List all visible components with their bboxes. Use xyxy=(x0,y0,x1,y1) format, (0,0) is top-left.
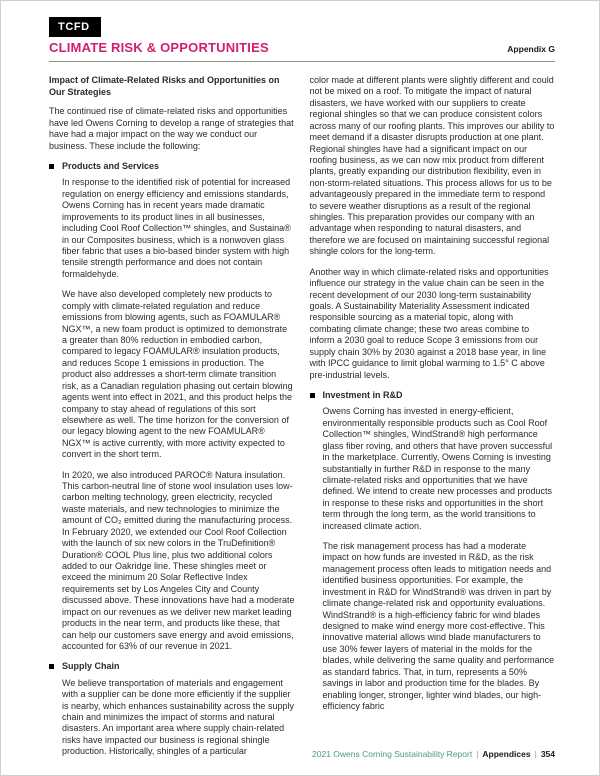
products-services-body xyxy=(62,177,295,652)
bullet-products-services xyxy=(49,161,295,172)
page-title: CLIMATE RISK & OPPORTUNITIES xyxy=(49,40,269,55)
footer-separator: | xyxy=(534,749,537,759)
footer-page-number: 354 xyxy=(540,749,555,759)
paragraph: The risk management process has had a moderate impact on how funds are invested in R&D, as the risk management process often leads to mitigation needs and identified business opportunities. For example, the investment in R&D for WindStrand® was driven in part by climate change-related risk and opportunity evaluations. WindStrand® is a high-efficiency fabric for wind blades designed to make wind energy more cost-effective. This innovative material allows wind blade manufacturers to use 30% fewer layers of material in the molds for the blades, while delivering the same quality and performance as standard fabrics. That, in turn, represents a 50% savings in labor and production time for the blades. By enabling longer, stronger, lighter wind blades, our high-efficiency fabric xyxy=(322,541,555,711)
paragraph: In response to the identified risk of potential for increased regulation on energy efficiency and emissions standards, Owens Corning has in recent years made dramatic improvements to its product lines in all businesses, including Cool Roof Collection™ shingles, and Sustaina® in our Composites business, which is a nonwoven glass fiber fabric that uses a bio-based binder system with high tensile strength performance and does not contain formaldehyde. xyxy=(62,177,291,279)
footer-report-title: 2021 Owens Corning Sustainability Report xyxy=(312,749,473,759)
right-column xyxy=(310,75,556,767)
footer-separator: | xyxy=(476,749,479,759)
footer-section-label: Appendices xyxy=(482,749,531,759)
bullet-title: Supply Chain xyxy=(62,661,120,672)
tcfd-tag: TCFD xyxy=(49,17,101,37)
paragraph: Another way in which climate-related risks and opportunities influence our strategy in the value chain can be seen in the recent development of our 2030 long-term sustainability goals. A Sustainability Materiality Assessment indicated responsible sourcing as a material topic, along with combating climate change; these two areas combine to inform a 2030 goal to reduce Scope 3 emissions from our supply chain 30% by 2030 against a 2018 base year, in line with IPCC guidance to limit global warming to 1.5° C above pre-industrial levels. xyxy=(309,266,549,380)
square-bullet-icon xyxy=(310,393,315,398)
section-heading: Impact of Climate-Related Risks and Opportunities on Our Strategies xyxy=(49,75,280,97)
paragraph: color made at different plants were slightly different and could not be mixed on a roof. To mitigate the impact of natural disasters, we have worked with our suppliers to create regional shingles so that we can produce consistent colors across many of our roofing plants. This improves our ability to meet demand if a disaster disrupts production at one plant. Regional shingles have had a significant impact on our roofing business, as we can now mix product from different plants, greatly expanding our distribution flexibility, even in non-storm-related situations. This process allows for us to be advantageously prepared in the immediate term to respond to severe weather disruptions as a result of the regional shingles. This preparation provides our company with an advantage when responding to natural disasters, and therefore we are focused on maintaining successful regional shingle colors for the long-term. xyxy=(309,75,555,257)
square-bullet-icon xyxy=(49,664,54,669)
left-column xyxy=(49,75,295,767)
bullet-title: Investment in R&D xyxy=(322,389,403,400)
bullet-investment-rd xyxy=(310,390,556,401)
title-row xyxy=(49,40,555,55)
appendix-label: Appendix G xyxy=(507,44,555,54)
page-footer xyxy=(312,749,555,759)
page-header xyxy=(1,1,599,62)
paragraph: We believe transportation of materials and engagement with a supplier can be done more efficiently if the supplier is nearby, which enhances sustainability across the supply chain and minimizes the impact of storms and natural disasters. An important area where supply chain-related risks have impacted our business is regional shingle production. Historically, shingles of a particular xyxy=(62,677,294,757)
investment-rd-body xyxy=(323,406,556,712)
bullet-supply-chain xyxy=(49,661,295,672)
square-bullet-icon xyxy=(49,164,54,169)
content-columns xyxy=(1,62,599,767)
bullet-title: Products and Services xyxy=(62,161,160,172)
supply-chain-body xyxy=(62,678,295,758)
paragraph: We have also developed completely new products to comply with climate-related regulation and reduce emissions from blowing agents, such as FOAMULAR® NGX™, a new foam product is optimized to demonstrate a greater than 80% reduction in embodied carbon, compared to legacy FOAMULAR® insulation products, and reduces Scope 1 emissions in production. The product also addresses a short-term climate transition risk, as a Canadian regulation phasing out certain blowing agents went into effect in 2021, and this product helps the company to stay ahead of regulations of this sort elsewhere as well. The time horizon for the conversion of our legacy blowing agent to the new FOAMULAR® NGX™ is active currently, with more activity expected to convert in the short term. xyxy=(62,289,293,460)
intro-paragraph: The continued rise of climate-related risks and opportunities have led Owens Corning to develop a range of strategies that have had a major impact on the way we conduct our business. These include the following: xyxy=(49,106,294,151)
paragraph: Owens Corning has invested in energy-efficient, environmentally responsible products such as Cool Roof Collection™ shingles, WindStrand® high performance glass fiber roving, and others that have proven successful in the marketplace. Currently, Owens Corning is investing substantially in further R&D in response to the many climate-related risks and opportunities that we have defined. We intend to create new processes and products in response to these risks and opportunities in the short term through the long term, as the world transitions to increased climate action. xyxy=(322,406,553,531)
paragraph: In 2020, we also introduced PAROC® Natura insulation. This carbon-neutral line of stone wool insulation uses low-carbon melting technology, green electricity, recycled waste materials, and new technologies to minimize the amount of CO₂ emitted during the manufacturing process. In February 2020, we extended our Cool Roof Collection with the launch of six new colors in the TruDefinition® Duration® COOL Plus line, plus two additional colors added to our Oakridge line. These shingles meet or exceed the minimum 20 Solar Reflective Index requirements set by Los Angeles City and County discussed above. These innovations have had a moderate impact on our revenues as we deliver new market leading products in the near term, and products like these, that can help our customers save energy and avoid emissions, accounted for 63% of our revenue in 2021. xyxy=(62,469,295,651)
